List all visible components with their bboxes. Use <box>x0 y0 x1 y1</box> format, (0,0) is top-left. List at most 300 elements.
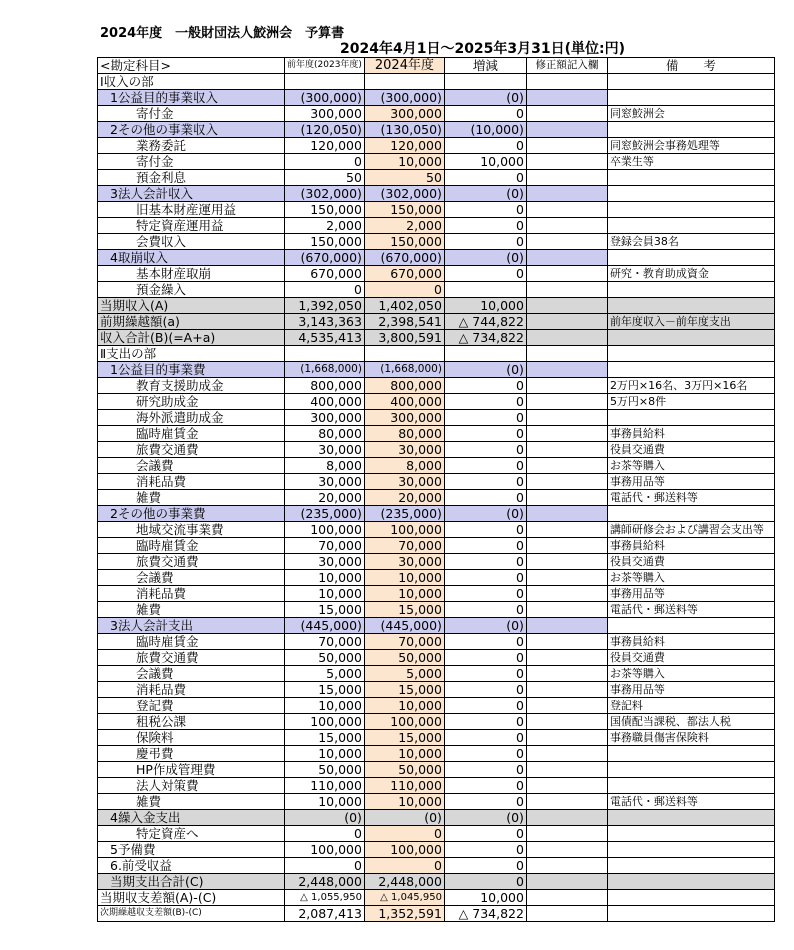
row-current-year: 5,000 <box>364 666 444 682</box>
row-note <box>607 874 774 890</box>
row-label: 3法人会計支出 <box>98 618 285 634</box>
row-diff: 0 <box>444 378 526 394</box>
table-row <box>98 778 775 794</box>
row-label: 5予備費 <box>98 842 285 858</box>
row-diff: 0 <box>444 538 526 554</box>
row-label: 特定資産運用益 <box>98 218 285 234</box>
row-amend[interactable] <box>526 666 607 682</box>
table-row <box>98 522 775 538</box>
row-prev-year: (0) <box>285 810 365 826</box>
table-row <box>98 890 775 906</box>
table-row <box>98 90 775 106</box>
row-amend[interactable] <box>526 538 607 554</box>
table-row <box>98 874 775 890</box>
row-amend[interactable] <box>526 266 607 282</box>
row-note <box>607 506 774 522</box>
row-note: 前年度収入－前年度支出 <box>607 314 774 330</box>
row-label: 消耗品費 <box>98 474 285 490</box>
row-current-year: 800,000 <box>364 378 444 394</box>
row-current-year: 50,000 <box>364 762 444 778</box>
row-diff: 0 <box>444 634 526 650</box>
row-amend[interactable] <box>526 282 607 298</box>
row-current-year: 20,000 <box>364 490 444 506</box>
row-label: 旅費交通費 <box>98 650 285 666</box>
row-note: 役員交通費 <box>607 650 774 666</box>
row-diff: 10,000 <box>444 890 526 906</box>
row-prev-year: 70,000 <box>285 634 365 650</box>
row-diff: (0) <box>444 506 526 522</box>
row-prev-year: (300,000) <box>285 90 365 106</box>
row-diff: (0) <box>444 250 526 266</box>
row-current-year: 10,000 <box>364 698 444 714</box>
table-row <box>98 186 775 202</box>
row-label: 預金繰入 <box>98 282 285 298</box>
table-row <box>98 906 775 922</box>
row-amend[interactable] <box>526 490 607 506</box>
row-prev-year: (120,050) <box>285 122 365 138</box>
row-current-year: 1,352,591 <box>364 906 444 922</box>
row-amend[interactable] <box>526 474 607 490</box>
row-current-year <box>364 346 444 362</box>
table-row <box>98 250 775 266</box>
row-amend[interactable] <box>526 650 607 666</box>
row-current-year: 300,000 <box>364 106 444 122</box>
row-note <box>607 858 774 874</box>
row-amend[interactable] <box>526 682 607 698</box>
row-note: 電話代・郵送料等 <box>607 490 774 506</box>
row-diff: 0 <box>444 842 526 858</box>
row-amend[interactable] <box>526 618 607 634</box>
table-row <box>98 746 775 762</box>
row-prev-year: 5,000 <box>285 666 365 682</box>
row-amend[interactable] <box>526 762 607 778</box>
row-current-year: (1,668,000) <box>364 362 444 378</box>
row-prev-year <box>285 74 365 90</box>
row-current-year: 0 <box>364 282 444 298</box>
row-current-year: 120,000 <box>364 138 444 154</box>
row-amend[interactable] <box>526 906 607 922</box>
row-note <box>607 186 774 202</box>
table-row <box>98 538 775 554</box>
row-label: 寄付金 <box>98 154 285 170</box>
row-amend[interactable] <box>526 106 607 122</box>
row-amend[interactable] <box>526 186 607 202</box>
row-label: 雑費 <box>98 794 285 810</box>
row-note: 登録会員38名 <box>607 234 774 250</box>
row-note: 事務用品等 <box>607 586 774 602</box>
row-prev-year: 80,000 <box>285 426 365 442</box>
row-amend[interactable] <box>526 602 607 618</box>
row-note: 2万円×16名、3万円×16名 <box>607 378 774 394</box>
row-prev-year: 3,143,363 <box>285 314 365 330</box>
row-prev-year: 300,000 <box>285 410 365 426</box>
row-note: お茶等購入 <box>607 666 774 682</box>
row-amend[interactable] <box>526 298 607 314</box>
row-label: 業務委託 <box>98 138 285 154</box>
row-diff: △ 734,822 <box>444 906 526 922</box>
row-diff: 0 <box>444 442 526 458</box>
row-note <box>607 298 774 314</box>
row-label: 当期支出合計(C) <box>98 874 285 890</box>
row-note: 事務員給料 <box>607 634 774 650</box>
table-row <box>98 106 775 122</box>
row-prev-year: (1,668,000) <box>285 362 365 378</box>
table-row <box>98 410 775 426</box>
row-note: 同窓鮫洲会事務処理等 <box>607 138 774 154</box>
row-amend[interactable] <box>526 346 607 362</box>
row-label: 旧基本財産運用益 <box>98 202 285 218</box>
row-current-year: 70,000 <box>364 634 444 650</box>
row-prev-year: 15,000 <box>285 730 365 746</box>
table-row <box>98 810 775 826</box>
row-prev-year <box>285 346 365 362</box>
document-title: 2024年度 一般財団法人鮫洲会 予算書 <box>100 26 345 41</box>
row-amend[interactable] <box>526 170 607 186</box>
row-amend[interactable] <box>526 634 607 650</box>
row-note: 登記料 <box>607 698 774 714</box>
row-diff: 0 <box>444 762 526 778</box>
row-prev-year: 120,000 <box>285 138 365 154</box>
row-note: 同窓鮫洲会 <box>607 106 774 122</box>
row-diff: 0 <box>444 746 526 762</box>
row-label: 研究助成金 <box>98 394 285 410</box>
table-row <box>98 794 775 810</box>
table-row <box>98 826 775 842</box>
row-current-year: 1,402,050 <box>364 298 444 314</box>
row-prev-year: 100,000 <box>285 714 365 730</box>
row-note: 5万円×8件 <box>607 394 774 410</box>
row-current-year: 150,000 <box>364 234 444 250</box>
row-label: 臨時雇賃金 <box>98 426 285 442</box>
row-prev-year: (670,000) <box>285 250 365 266</box>
row-diff <box>444 346 526 362</box>
row-note: 卒業生等 <box>607 154 774 170</box>
row-diff: 0 <box>444 554 526 570</box>
table-row <box>98 730 775 746</box>
row-label: 登記費 <box>98 698 285 714</box>
row-diff: 0 <box>444 570 526 586</box>
header-amend: 修正額記入欄 <box>526 58 607 74</box>
row-diff: (0) <box>444 618 526 634</box>
table-row <box>98 170 775 186</box>
row-current-year: (445,000) <box>364 618 444 634</box>
row-diff: 0 <box>444 522 526 538</box>
row-current-year: 30,000 <box>364 442 444 458</box>
row-label: 会費収入 <box>98 234 285 250</box>
row-diff: 10,000 <box>444 154 526 170</box>
row-diff: 0 <box>444 730 526 746</box>
fiscal-period: 2024年4月1日～2025年3月31日(単位:円) <box>340 41 626 57</box>
row-amend[interactable] <box>526 858 607 874</box>
row-label: 保険料 <box>98 730 285 746</box>
row-note: 電話代・郵送料等 <box>607 794 774 810</box>
table-row <box>98 474 775 490</box>
row-note: 事務用品等 <box>607 474 774 490</box>
row-current-year: 0 <box>364 826 444 842</box>
row-amend[interactable] <box>526 554 607 570</box>
table-row <box>98 666 775 682</box>
table-row <box>98 442 775 458</box>
row-amend[interactable] <box>526 314 607 330</box>
row-amend[interactable] <box>526 778 607 794</box>
budget-rows <box>98 74 775 922</box>
row-label: 雑費 <box>98 602 285 618</box>
row-diff: 0 <box>444 858 526 874</box>
row-current-year: 100,000 <box>364 714 444 730</box>
row-current-year: 80,000 <box>364 426 444 442</box>
row-amend[interactable] <box>526 746 607 762</box>
row-note <box>607 250 774 266</box>
row-amend[interactable] <box>526 794 607 810</box>
row-prev-year: 0 <box>285 154 365 170</box>
row-note <box>607 842 774 858</box>
row-amend[interactable] <box>526 842 607 858</box>
row-prev-year: 0 <box>285 826 365 842</box>
row-prev-year: 150,000 <box>285 234 365 250</box>
row-note <box>607 618 774 634</box>
row-amend[interactable] <box>526 362 607 378</box>
row-amend[interactable] <box>526 506 607 522</box>
row-current-year: 670,000 <box>364 266 444 282</box>
row-label: 特定資産へ <box>98 826 285 842</box>
row-diff <box>444 74 526 90</box>
table-row <box>98 394 775 410</box>
row-diff: (0) <box>444 90 526 106</box>
row-amend[interactable] <box>526 90 607 106</box>
row-amend[interactable] <box>526 874 607 890</box>
row-note: 役員交通費 <box>607 554 774 570</box>
row-amend[interactable] <box>526 586 607 602</box>
row-prev-year: 800,000 <box>285 378 365 394</box>
row-prev-year: 15,000 <box>285 602 365 618</box>
row-note: 国債配当課税、都法人税 <box>607 714 774 730</box>
row-prev-year: 10,000 <box>285 586 365 602</box>
row-label: 租税公課 <box>98 714 285 730</box>
row-current-year: 70,000 <box>364 538 444 554</box>
table-row <box>98 218 775 234</box>
row-current-year: 15,000 <box>364 730 444 746</box>
row-label: 旅費交通費 <box>98 442 285 458</box>
table-row <box>98 266 775 282</box>
row-note <box>607 746 774 762</box>
table-row <box>98 74 775 90</box>
row-prev-year: 50,000 <box>285 762 365 778</box>
row-diff: 0 <box>444 778 526 794</box>
row-prev-year: 50 <box>285 170 365 186</box>
row-label: 次期繰越収支差額(B)-(C) <box>98 906 285 922</box>
row-prev-year: (445,000) <box>285 618 365 634</box>
table-row <box>98 362 775 378</box>
row-label: 3法人会計収入 <box>98 186 285 202</box>
row-label: 預金利息 <box>98 170 285 186</box>
row-note: 事務員給料 <box>607 426 774 442</box>
table-row <box>98 490 775 506</box>
row-prev-year: (235,000) <box>285 506 365 522</box>
row-prev-year: △ 1,055,950 <box>285 890 365 906</box>
row-prev-year: 400,000 <box>285 394 365 410</box>
row-label: 2その他の事業費 <box>98 506 285 522</box>
row-amend[interactable] <box>526 410 607 426</box>
row-current-year: 30,000 <box>364 554 444 570</box>
row-note <box>607 170 774 186</box>
row-note <box>607 810 774 826</box>
budget-table <box>97 57 775 922</box>
row-note <box>607 410 774 426</box>
row-note: お茶等購入 <box>607 458 774 474</box>
row-diff: (0) <box>444 186 526 202</box>
row-amend[interactable] <box>526 730 607 746</box>
row-diff: 0 <box>444 666 526 682</box>
row-amend[interactable] <box>526 570 607 586</box>
row-current-year: (670,000) <box>364 250 444 266</box>
row-amend[interactable] <box>526 394 607 410</box>
row-amend[interactable] <box>526 442 607 458</box>
row-diff: 0 <box>444 650 526 666</box>
row-prev-year: (302,000) <box>285 186 365 202</box>
row-current-year: 100,000 <box>364 842 444 858</box>
table-row <box>98 554 775 570</box>
row-amend[interactable] <box>526 714 607 730</box>
row-amend[interactable] <box>526 826 607 842</box>
row-note: 事務員給料 <box>607 538 774 554</box>
row-label: 消耗品費 <box>98 586 285 602</box>
row-note <box>607 74 774 90</box>
row-label: 雑費 <box>98 490 285 506</box>
row-label: 4繰入金支出 <box>98 810 285 826</box>
row-current-year: 2,000 <box>364 218 444 234</box>
row-prev-year: 2,000 <box>285 218 365 234</box>
row-current-year: 150,000 <box>364 202 444 218</box>
row-diff: 0 <box>444 474 526 490</box>
row-diff: 0 <box>444 394 526 410</box>
row-label: Ⅱ支出の部 <box>98 346 285 362</box>
row-prev-year: 0 <box>285 858 365 874</box>
row-diff: 0 <box>444 826 526 842</box>
row-note <box>607 218 774 234</box>
table-row <box>98 378 775 394</box>
row-current-year: 400,000 <box>364 394 444 410</box>
row-note: お茶等購入 <box>607 570 774 586</box>
row-diff: 0 <box>444 586 526 602</box>
row-diff: 10,000 <box>444 298 526 314</box>
row-current-year: △ 1,045,950 <box>364 890 444 906</box>
row-prev-year: 110,000 <box>285 778 365 794</box>
row-current-year: 10,000 <box>364 794 444 810</box>
row-diff: 0 <box>444 714 526 730</box>
row-current-year: 3,800,591 <box>364 330 444 346</box>
row-label: 臨時雇賃金 <box>98 538 285 554</box>
header-row <box>98 58 775 74</box>
table-row <box>98 346 775 362</box>
row-amend[interactable] <box>526 138 607 154</box>
header-subject: <勘定科目> <box>98 58 285 74</box>
table-row <box>98 202 775 218</box>
row-amend[interactable] <box>526 122 607 138</box>
row-current-year: 300,000 <box>364 410 444 426</box>
row-diff: (10,000) <box>444 122 526 138</box>
row-note <box>607 826 774 842</box>
row-prev-year: 70,000 <box>285 538 365 554</box>
row-amend[interactable] <box>526 522 607 538</box>
table-row <box>98 714 775 730</box>
row-diff: 0 <box>444 106 526 122</box>
row-current-year: 15,000 <box>364 682 444 698</box>
row-current-year: (300,000) <box>364 90 444 106</box>
row-amend[interactable] <box>526 378 607 394</box>
row-diff: 0 <box>444 490 526 506</box>
row-current-year: (302,000) <box>364 186 444 202</box>
row-amend[interactable] <box>526 202 607 218</box>
row-label: 当期収支差額(A)-(C) <box>98 890 285 906</box>
row-current-year: 110,000 <box>364 778 444 794</box>
row-note: 事務用品等 <box>607 682 774 698</box>
table-row <box>98 282 775 298</box>
row-amend[interactable] <box>526 458 607 474</box>
row-amend[interactable] <box>526 810 607 826</box>
row-prev-year: 1,392,050 <box>285 298 365 314</box>
row-diff: (0) <box>444 810 526 826</box>
table-row <box>98 426 775 442</box>
row-current-year: 50 <box>364 170 444 186</box>
row-current-year: 50,000 <box>364 650 444 666</box>
row-note: 研究・教育助成資金 <box>607 266 774 282</box>
row-label: 臨時雇賃金 <box>98 634 285 650</box>
header-note: 備 考 <box>607 58 774 74</box>
row-current-year: 10,000 <box>364 746 444 762</box>
row-prev-year: 0 <box>285 282 365 298</box>
row-amend[interactable] <box>526 250 607 266</box>
row-prev-year: 100,000 <box>285 842 365 858</box>
row-prev-year: 10,000 <box>285 746 365 762</box>
table-row <box>98 122 775 138</box>
table-row <box>98 138 775 154</box>
row-amend[interactable] <box>526 154 607 170</box>
row-current-year: 8,000 <box>364 458 444 474</box>
row-label: 収入合計(B)(=A+a) <box>98 330 285 346</box>
row-label: 海外派遣助成金 <box>98 410 285 426</box>
row-diff: △ 734,822 <box>444 330 526 346</box>
row-current-year: 15,000 <box>364 602 444 618</box>
row-prev-year: 8,000 <box>285 458 365 474</box>
row-label: 旅費交通費 <box>98 554 285 570</box>
row-amend[interactable] <box>526 698 607 714</box>
row-note <box>607 282 774 298</box>
row-label: 2その他の事業収入 <box>98 122 285 138</box>
header-diff: 増減 <box>444 58 526 74</box>
row-amend[interactable] <box>526 330 607 346</box>
row-note <box>607 330 774 346</box>
row-amend[interactable] <box>526 890 607 906</box>
table-row <box>98 314 775 330</box>
row-current-year: 0 <box>364 858 444 874</box>
row-note <box>607 346 774 362</box>
table-row <box>98 586 775 602</box>
table-row <box>98 330 775 346</box>
row-diff: 0 <box>444 218 526 234</box>
row-diff: 0 <box>444 458 526 474</box>
row-note: 役員交通費 <box>607 442 774 458</box>
row-prev-year: 4,535,413 <box>285 330 365 346</box>
row-amend[interactable] <box>526 234 607 250</box>
row-note <box>607 122 774 138</box>
row-amend[interactable] <box>526 218 607 234</box>
row-amend[interactable] <box>526 426 607 442</box>
table-row <box>98 698 775 714</box>
row-prev-year: 150,000 <box>285 202 365 218</box>
row-prev-year: 20,000 <box>285 490 365 506</box>
row-label: 会議費 <box>98 666 285 682</box>
row-amend[interactable] <box>526 74 607 90</box>
